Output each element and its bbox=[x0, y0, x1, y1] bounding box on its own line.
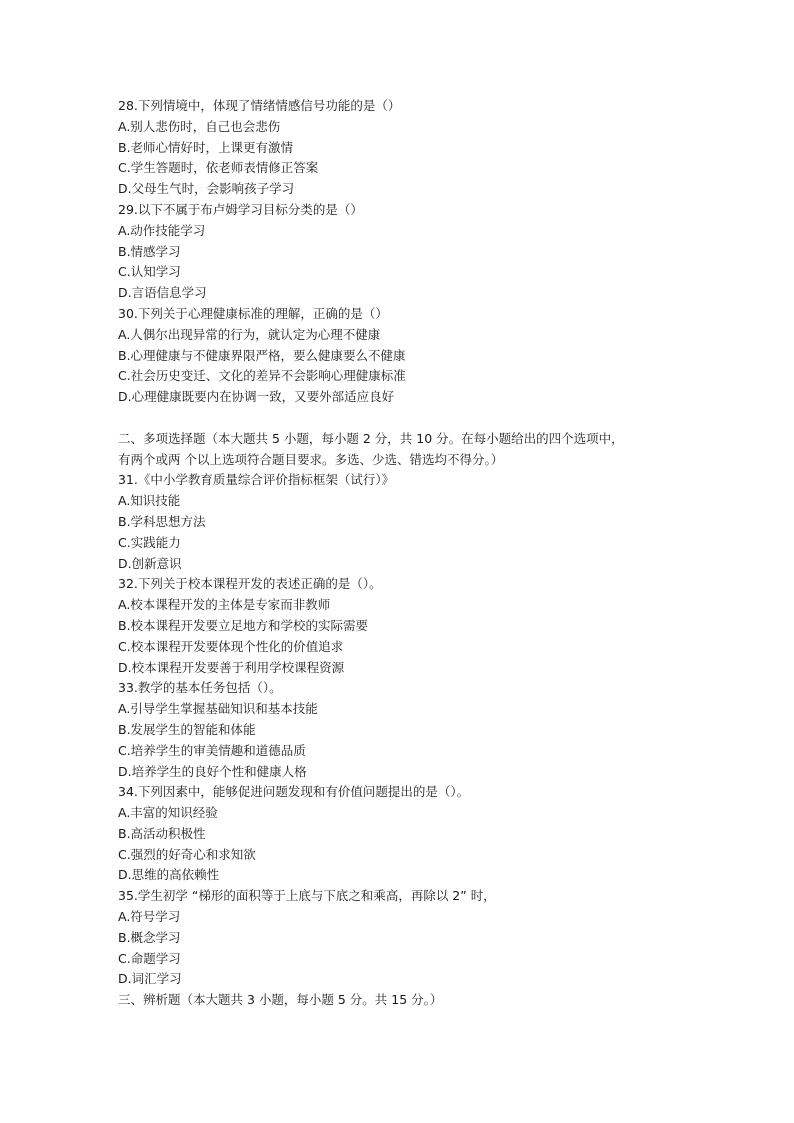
document-page bbox=[118, 96, 678, 1011]
option-a: A.别人悲伤时，自己也会悲伤 bbox=[118, 118, 281, 134]
question-32 bbox=[118, 574, 678, 678]
blank-line bbox=[118, 408, 678, 429]
option-c: C.实践能力 bbox=[118, 534, 181, 550]
option-a: A.校本课程开发的主体是专家而非教师 bbox=[118, 597, 331, 613]
option-c: C.认知学习 bbox=[118, 264, 181, 280]
question-29 bbox=[118, 200, 678, 304]
question-30 bbox=[118, 304, 678, 408]
option-a: A.引导学生掌握基础知识和基本技能 bbox=[118, 701, 318, 717]
option-a: A.知识技能 bbox=[118, 493, 181, 509]
option-c: C.培养学生的审美情趣和道德品质 bbox=[118, 742, 306, 758]
option-c: C.社会历史变迁、文化的差异不会影响心理健康标准 bbox=[118, 368, 406, 384]
question-33 bbox=[118, 678, 678, 782]
option-c: C.命题学习 bbox=[118, 950, 181, 966]
question-stem: 31.《中小学教育质量综合评价指标框架（试行）》 bbox=[118, 472, 395, 488]
option-d: D.创新意识 bbox=[118, 555, 182, 571]
option-a: A.人偶尔出现异常的行为，就认定为心理不健康 bbox=[118, 326, 381, 342]
option-b: B.学科思想方法 bbox=[118, 513, 206, 529]
option-a: A.符号学习 bbox=[118, 909, 181, 925]
question-35 bbox=[118, 886, 678, 990]
option-d: D.校本课程开发要善于利用学校课程资源 bbox=[118, 659, 345, 675]
option-c: C.学生答题时，依老师表情修正答案 bbox=[118, 160, 319, 176]
question-28 bbox=[118, 96, 678, 200]
option-b: B.发展学生的智能和体能 bbox=[118, 721, 256, 737]
option-d: D.词汇学习 bbox=[118, 971, 182, 987]
question-31 bbox=[118, 470, 678, 574]
question-stem: 30.下列关于心理健康标准的理解，正确的是（） bbox=[118, 305, 388, 321]
option-a: A.丰富的知识经验 bbox=[118, 805, 218, 821]
option-b: B.高活动积极性 bbox=[118, 825, 206, 841]
option-b: B.心理健康与不健康界限严格，要么健康要么不健康 bbox=[118, 347, 406, 363]
option-c: C.校本课程开发要体现个性化的价值追求 bbox=[118, 638, 344, 654]
option-d: D.培养学生的良好个性和健康人格 bbox=[118, 763, 307, 779]
question-stem: 32.下列关于校本课程开发的表述正确的是（）。 bbox=[118, 576, 382, 592]
section-3-heading: 三、辨析题（本大题共 3 小题，每小题 5 分。共 15 分。） bbox=[118, 992, 443, 1008]
question-stem: 34.下列因素中，能够促进问题发现和有价值问题提出的是（）。 bbox=[118, 784, 470, 800]
option-d: D.言语信息学习 bbox=[118, 285, 207, 301]
option-c: C.强烈的好奇心和求知欲 bbox=[118, 846, 256, 862]
question-34 bbox=[118, 782, 678, 886]
option-d: D.思维的高依赖性 bbox=[118, 867, 220, 883]
option-b: B.校本课程开发要立足地方和学校的实际需要 bbox=[118, 617, 369, 633]
question-stem: 35.学生初学 “梯形的面积等于上底与下底之和乘高，再除以 2” 时， bbox=[118, 888, 496, 904]
question-stem: 29.以下不属于布卢姆学习目标分类的是（） bbox=[118, 201, 363, 217]
option-b: B.情感学习 bbox=[118, 243, 181, 259]
option-b: B.老师心情好时，上课更有激情 bbox=[118, 139, 294, 155]
option-d: D.父母生气时，会影响孩子学习 bbox=[118, 181, 295, 197]
question-stem: 28.下列情境中，体现了情绪情感信号功能的是（） bbox=[118, 98, 401, 113]
section-2-heading-line-2: 有两个或两 个以上选项符合题目要求。多选、少选、错选均不得分。） bbox=[118, 451, 504, 467]
question-stem: 33.教学的基本任务包括（）。 bbox=[118, 680, 282, 696]
option-d: D.心理健康既要内在协调一致，又要外部适应良好 bbox=[118, 389, 395, 405]
option-b: B.概念学习 bbox=[118, 929, 181, 945]
option-a: A.动作技能学习 bbox=[118, 222, 206, 238]
section-2-heading-line-1: 二、多项选择题（本大题共 5 小题，每小题 2 分，共 10 分。在每小题给出的四个选项中， bbox=[118, 430, 624, 446]
